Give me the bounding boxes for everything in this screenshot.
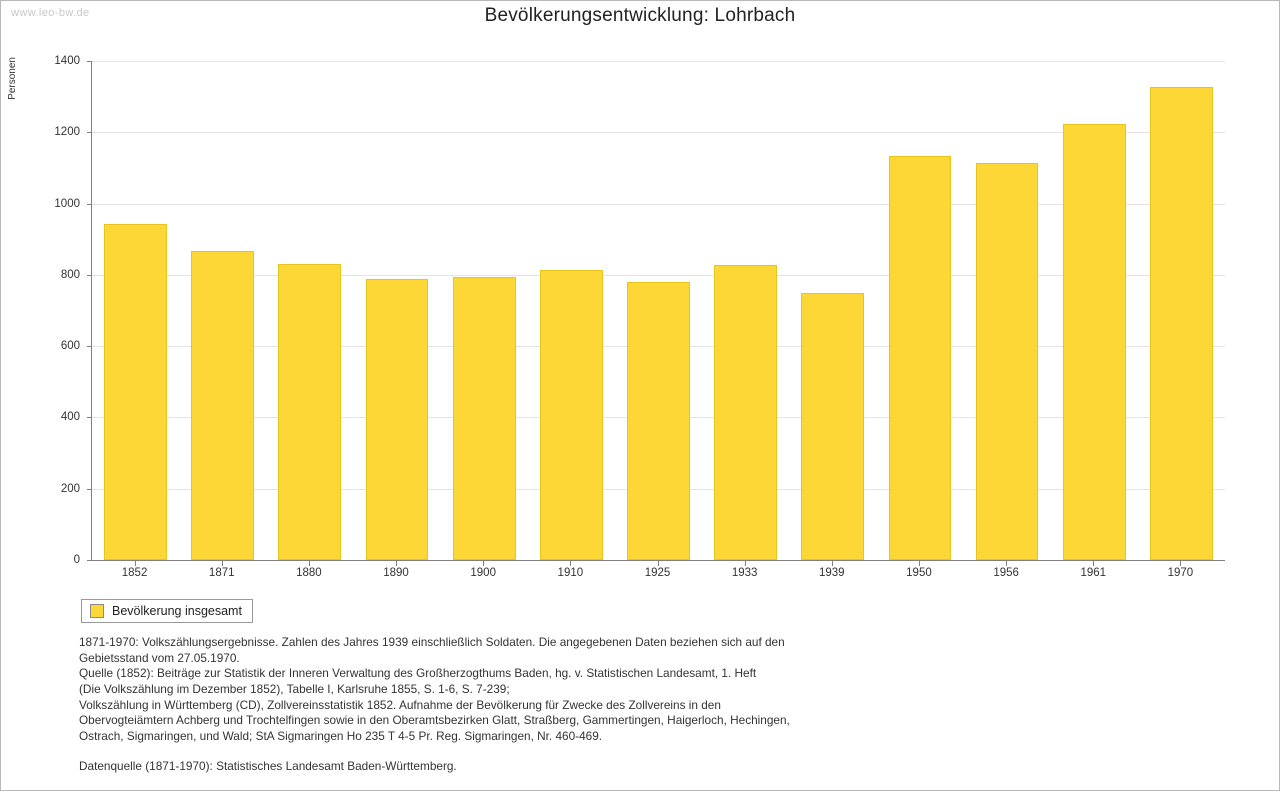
y-tick-label: 800 (60, 268, 80, 281)
x-tick-label: 1890 (383, 567, 409, 579)
x-tick-label: 1950 (906, 567, 932, 579)
note-line-6: Obervogteiämtern Achberg und Trochtelfingen sowie in den Oberamtsbezirken Glatt, Straßberg, Gammertingen, Haigerloch, Hechingen, (79, 713, 790, 728)
bar-slot (266, 61, 353, 560)
bar[interactable] (104, 224, 167, 560)
x-axis-ticks (91, 561, 1225, 591)
y-tick-label: 600 (60, 340, 80, 353)
x-tick-label: 1961 (1080, 567, 1107, 579)
bar[interactable] (278, 264, 341, 560)
bar[interactable] (1150, 87, 1213, 560)
x-tick-mark (1180, 561, 1181, 566)
bar[interactable] (540, 270, 603, 560)
y-tick-label: 1000 (54, 197, 80, 210)
bar[interactable] (1063, 124, 1126, 560)
x-tick-label: 1933 (731, 567, 758, 579)
bar[interactable] (801, 293, 864, 560)
note-line-1: 1871-1970: Volkszählungsergebnisse. Zahlen des Jahres 1939 einschließlich Soldaten. Die angegebenen Daten beziehen sich auf den (79, 635, 785, 649)
bar-slot (353, 61, 440, 560)
note-spacer (79, 745, 1199, 759)
bar-slot (1138, 61, 1225, 560)
x-tick-mark (396, 561, 397, 566)
bar-slot (615, 61, 702, 560)
x-tick-mark (1006, 561, 1007, 566)
note-line-5: Volkszählung in Württemberg (CD), Zollvereinsstatistik 1852. Aufnahme der Bevölkerung für Zwecke des Zollvereins in den (79, 697, 721, 712)
note-line-2: Gebietsstand vom 27.05.1970. (79, 650, 240, 665)
y-tick-label: 0 (73, 554, 80, 566)
bar-slot (528, 61, 615, 560)
bar-slot (179, 61, 266, 560)
y-tick-label: 1400 (54, 55, 80, 67)
x-tick-mark (832, 561, 833, 566)
x-tick-label: 1939 (819, 567, 845, 579)
bar[interactable] (714, 265, 777, 560)
legend-label: Bevölkerung insgesamt (112, 604, 242, 618)
bar[interactable] (453, 277, 516, 560)
legend[interactable] (81, 599, 253, 623)
x-tick-label: 1900 (470, 567, 496, 579)
x-tick-mark (1093, 561, 1094, 566)
x-tick-label: 1871 (208, 567, 235, 579)
bar-slot (1051, 61, 1138, 560)
watermark: www.leo-bw.de (11, 7, 90, 19)
bar[interactable] (627, 282, 690, 560)
bar-slot (964, 61, 1051, 560)
footnotes (79, 635, 1199, 775)
note-line-4: (Die Volkszählung im Dezember 1852), Tabelle I, Karlsruhe 1855, S. 1-6, S. 7-239; (79, 682, 510, 697)
bar[interactable] (366, 279, 429, 560)
y-tick-label: 1200 (54, 126, 80, 139)
x-tick-label: 1970 (1167, 567, 1194, 579)
x-tick-label: 1956 (993, 567, 1019, 579)
x-tick-mark (919, 561, 920, 566)
x-tick-label: 1852 (121, 567, 148, 579)
x-tick-mark (222, 561, 223, 566)
x-tick-label: 1880 (296, 567, 322, 579)
x-tick-label: 1925 (644, 567, 671, 579)
bar-slot (702, 61, 789, 560)
bar-slot (789, 61, 876, 560)
x-tick-mark (309, 561, 310, 566)
bar[interactable] (191, 251, 254, 560)
x-tick-mark (570, 561, 571, 566)
note-line-7: Ostrach, Sigmaringen, und Wald; StA Sigmaringen Ho 235 T 4-5 Pr. Reg. Sigmaringen, Nr. 460-469. (79, 729, 603, 744)
x-tick-mark (483, 561, 484, 566)
bar-slot (441, 61, 528, 560)
legend-swatch-icon (90, 604, 104, 618)
x-tick-mark (135, 561, 136, 566)
bar[interactable] (889, 156, 952, 560)
y-tick-label: 200 (60, 482, 80, 495)
y-axis-label: Personen (7, 57, 18, 100)
x-tick-mark (745, 561, 746, 566)
x-tick-label: 1910 (557, 567, 584, 579)
y-tick-label: 400 (60, 411, 80, 424)
data-source: Datenquelle (1871-1970): Statistisches Landesamt Baden-Württemberg. (79, 758, 457, 773)
bar-series (92, 61, 1225, 560)
bar-slot (92, 61, 179, 560)
x-tick-mark (658, 561, 659, 566)
bar-slot (876, 61, 963, 560)
bar[interactable] (976, 163, 1039, 560)
plot-area (54, 55, 1225, 566)
page-title: Bevölkerungsentwicklung: Lohrbach (484, 5, 796, 26)
note-line-3: Quelle (1852): Beiträge zur Statistik der Inneren Verwaltung des Großherzogthums Baden, hg. v. Statistischen Landesamt, 1. Heft (79, 666, 757, 681)
